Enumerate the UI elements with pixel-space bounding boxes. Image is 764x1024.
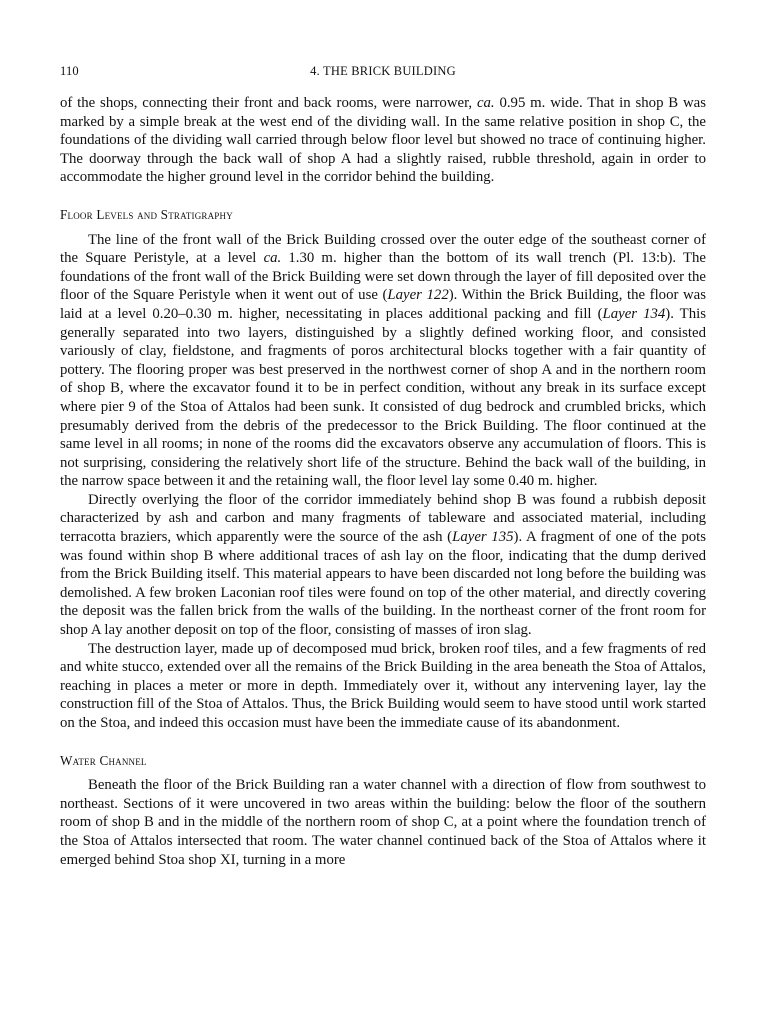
text-run: Beneath the floor of the Brick Building ran a water channel with a direction of flow from southwest to northeast. Sections of it were uncovered in two areas within the building: below the floor of the southern room of shop B and in the middle of the northern room of shop C, at a point where the foundation trench of the Stoa of Attalos intersected that room. The water channel continued back of the Stoa of Attalos where it emerged behind Stoa shop XI, turning in a more — [60, 777, 706, 868]
chapter-title: 4. THE BRICK BUILDING — [310, 64, 456, 78]
text-run: ). A fragment of one of the pots was found within shop B where additional traces of ash lay on the floor, indicating that the dump derived from the Brick Building itself. This material appears to have been discarded not long before the building was demolished. A few broken Laconian roof tiles were found on top of the other material, and directly covering the deposit was the fallen brick from the walls of the building. In the northeast corner of the front room for shop A lay another deposit on top of the floor, consisting of masses of iron slag. — [60, 529, 707, 639]
italic-run: Layer 135 — [452, 529, 514, 546]
italic-run: Layer 122 — [387, 287, 449, 304]
text-run: The destruction layer, made up of decomposed mud brick, broken roof tiles, and a few fragments of red and white stucco, extended over all the remains of the Brick Building in the area beneath the Stoa of Attalos, reaching in places a meter or more in depth. Immediately over it, without any intervening layer, lay the construction fill of the Stoa of Attalos. Thus, the Brick Building would seem to have stood until work started on the Stoa, and indeed this occasion must have been the immediate cause of its abandonment. — [60, 640, 706, 731]
text-run: ). Within the Brick Building, the floor was laid at a level 0.20–0.30 m. higher, necessitating in places additional packing and fill ( — [60, 287, 707, 322]
text-run: Directly overlying the floor of the corridor immediately behind shop B was found a rubbish deposit characterized by ash and carbon and many fragments of tableware and associated material, including terracotta braziers, which apparently were the source of the ash ( — [60, 491, 706, 546]
body-text — [60, 94, 706, 869]
running-head — [60, 58, 706, 80]
text-run: 1.30 m. higher than the bottom of its wall trench (Pl. 13:b). The foundations of the front wall of the Brick Building were set down through the layer of fill deposited over the floor of the Square Peristyle when it went out of use ( — [60, 250, 706, 304]
text-run: of the shops, connecting their front and back rooms, were narrower, — [60, 95, 477, 111]
section-heading-floor-levels: Floor Levels and Stratigraphy — [60, 206, 233, 222]
paragraph — [60, 231, 706, 491]
page-number: 110 — [60, 64, 79, 78]
text-run: The line of the front wall of the Brick Building crossed over the outer edge of the southeast corner of the Square Peristyle, at a level — [60, 231, 706, 267]
text-run: ). This generally separated into two layers, distinguished by a slightly defined working floor, and consisted variously of clay, fieldstone, and fragments of poros architectural blocks together with a fair quantity of pottery. The flooring proper was best preserved in the northwest corner of shop A and in the northern room of shop B, where the excavator found it to be in perfect condition, without any break in its surface except where pier 9 of the Stoa of Attalos had been sunk. It consisted of dug bedrock and crumbled bricks, which presumably derived from the debris of the predecessor to the Brick Building. The floor continued at the same level in all rooms; in none of the rooms did the excavators observe any accumulation of floors. This is not surprising, considering the relatively short life of the structure. Behind the back wall of the building, in the narrow space between it and the retaining wall, the floor level lay some 0.40 m. higher. — [60, 305, 706, 490]
italic-run: Layer 134 — [602, 305, 666, 322]
italic-run: ca. — [476, 95, 495, 111]
paragraph — [60, 776, 706, 869]
italic-run: ca. — [263, 250, 282, 267]
paragraph — [60, 94, 706, 187]
section-heading-water-channel: Water Channel — [60, 752, 147, 768]
paragraph — [60, 640, 706, 733]
text-run: 0.95 m. wide. That in shop B was marked by a simple break at the west end of the dividing wall. In the same relative position in shop C, the foundations of the dividing wall carried through below floor level but showed no trace of continuing higher. The doorway through the back wall of shop A had a slightly raised, rubble threshold, again in order to accommodate the higher ground level in the corridor behind the building. — [60, 95, 706, 186]
paragraph — [60, 491, 706, 640]
page — [60, 58, 706, 869]
